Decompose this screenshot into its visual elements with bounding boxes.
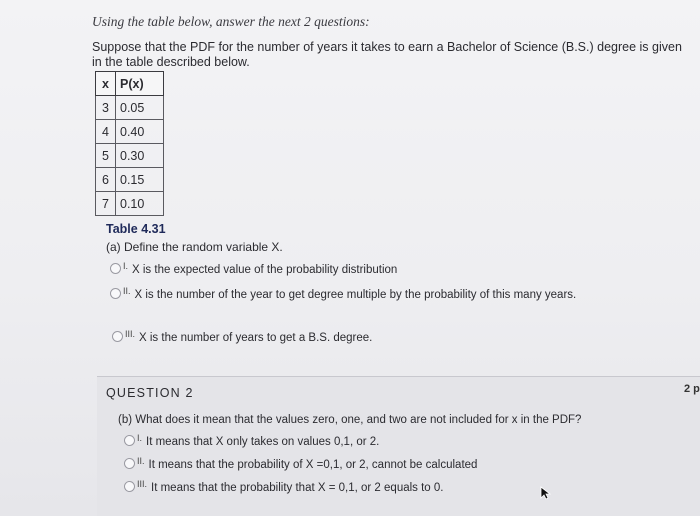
cell-px: 0.10 — [116, 192, 164, 216]
option-numeral: II. — [123, 286, 131, 296]
part-a-prompt: (a) Define the random variable X. — [106, 240, 283, 254]
table-row — [96, 168, 164, 192]
cell-px: 0.15 — [116, 168, 164, 192]
option-b-1[interactable] — [124, 434, 379, 448]
table-row — [96, 144, 164, 168]
option-b-3[interactable] — [124, 480, 444, 494]
radio-button[interactable] — [110, 288, 121, 299]
option-label: It means that X only takes on values 0,1, or 2. — [146, 436, 380, 448]
cell-px: 0.05 — [116, 96, 164, 120]
table-row — [96, 96, 164, 120]
cell-x: 3 — [96, 96, 116, 120]
table-header-row — [96, 72, 164, 96]
points-label: 2 p — [684, 383, 700, 395]
table-row — [96, 192, 164, 216]
option-label: X is the expected value of the probability distribution — [132, 264, 398, 276]
cell-x: 5 — [96, 144, 116, 168]
radio-button[interactable] — [112, 331, 123, 342]
mouse-cursor-icon — [540, 486, 552, 500]
pdf-table — [95, 71, 164, 216]
option-numeral: II. — [137, 456, 145, 466]
option-label: It means that the probability of X =0,1, or 2, cannot be calculated — [148, 459, 478, 471]
radio-button[interactable] — [110, 263, 121, 274]
question-stem: Suppose that the PDF for the number of years it takes to earn a Bachelor of Science (B.S.) degree is given in the table described below. — [92, 40, 682, 69]
option-label: It means that the probability that X = 0,1, or 2 equals to 0. — [151, 482, 444, 494]
cell-x: 6 — [96, 168, 116, 192]
part-b-prompt: (b) What does it mean that the values zero, one, and two are not included for x in the PDF? — [118, 414, 582, 426]
table-caption: Table 4.31 — [106, 222, 166, 236]
option-a-1[interactable] — [110, 262, 397, 276]
radio-button[interactable] — [124, 481, 135, 492]
cell-x: 7 — [96, 192, 116, 216]
option-label: X is the number of the year to get degree multiple by the probability of this many years. — [134, 289, 577, 301]
option-a-2[interactable] — [110, 287, 576, 301]
option-numeral: I. — [123, 261, 129, 271]
instructions-heading: Using the table below, answer the next 2 questions: — [92, 14, 370, 29]
header-px: P(x) — [116, 72, 164, 96]
option-numeral: III. — [137, 479, 148, 489]
option-b-2[interactable] — [124, 457, 477, 471]
radio-button[interactable] — [124, 458, 135, 469]
cell-px: 0.40 — [116, 120, 164, 144]
radio-button[interactable] — [124, 435, 135, 446]
table-row — [96, 120, 164, 144]
option-numeral: I. — [137, 433, 143, 443]
cell-px: 0.30 — [116, 144, 164, 168]
option-label: X is the number of years to get a B.S. degree. — [139, 332, 373, 344]
header-x: x — [96, 72, 116, 96]
question-2-title: QUESTION 2 — [106, 386, 194, 400]
cell-x: 4 — [96, 120, 116, 144]
option-a-3[interactable] — [112, 330, 372, 344]
option-numeral: III. — [125, 329, 136, 339]
